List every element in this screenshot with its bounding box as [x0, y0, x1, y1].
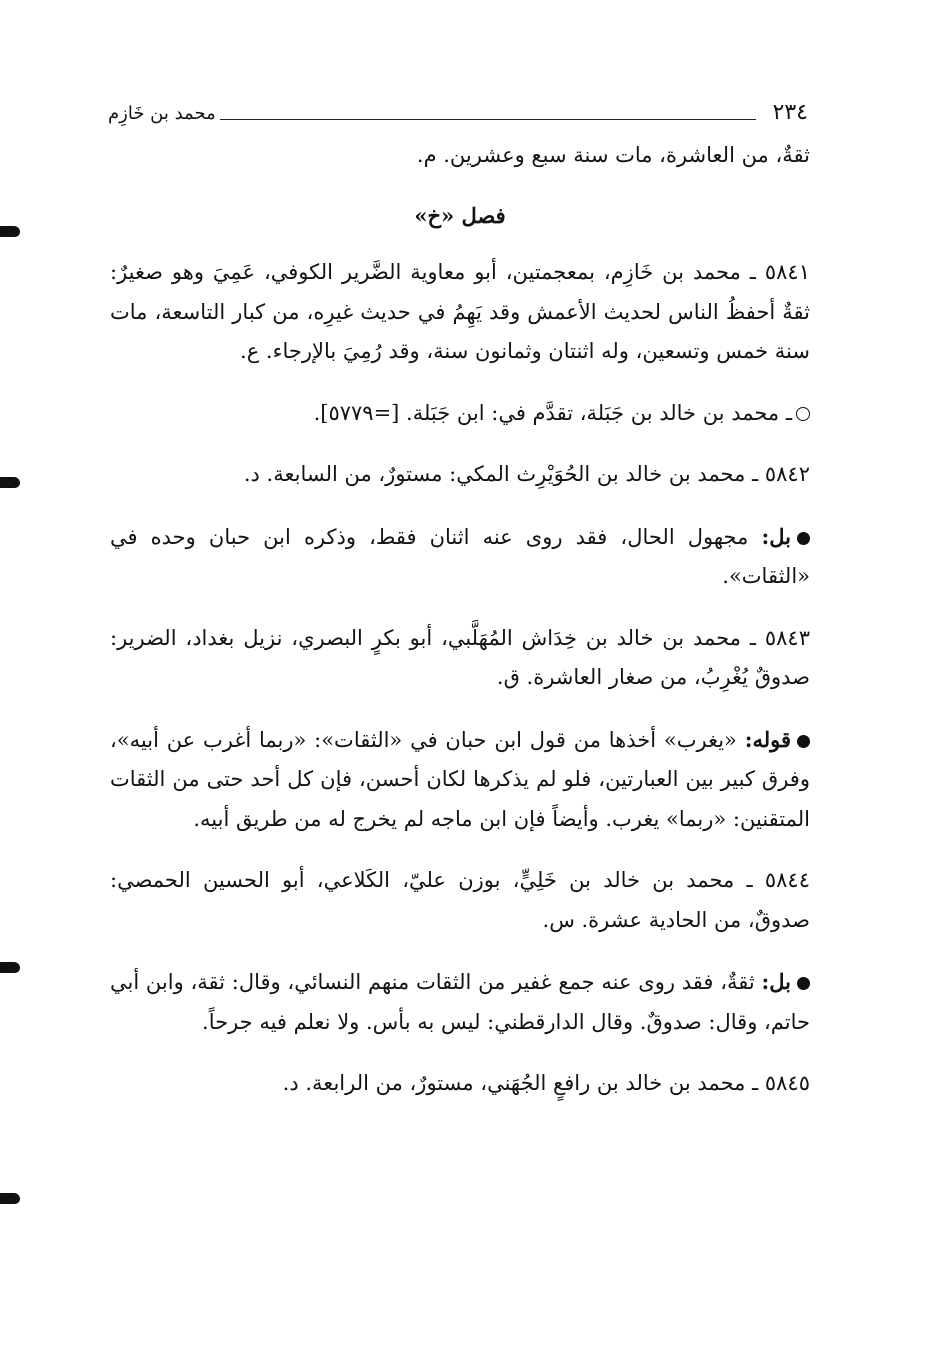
bullet-icon	[797, 532, 810, 545]
bullet-icon	[797, 735, 810, 748]
entry-cross-reference	[110, 394, 810, 434]
comment-5844	[110, 962, 810, 1042]
binding-mark	[0, 477, 20, 488]
comment-text: ثقةٌ، فقد روى عنه جمع غفير من الثقات منهم النسائي، وقال: ثقة، وابن أبي حاتم، وقال: صدوقٌ. وقال الدارقطني: ليس به بأس. ولا نعلم فيه جرحاً.	[110, 970, 810, 1034]
entry-cross-reference-text: ـ محمد بن خالد بن جَبَلة، تقدَّم في: ابن جَبَلة. [=٥٧٧٩].	[313, 400, 792, 425]
binding-mark	[0, 962, 20, 973]
entry-5841: ٥٨٤١ ـ محمد بن خَازِم، بمعجمتين، أبو معاوية الضَّرير الكوفي، عَمِيَ وهو صغيرٌ: ثقةٌ أحفظُ الناس لحديث الأعمش وقد يَهِمُ في حديث غيرِه، من كبار التاسعة، مات سنة خمس وتسعين، وله اثنتان وثمانون سنة، وقد رُمِيَ بالإرجاء. ع.	[110, 260, 810, 363]
section-heading: فصل «خ»	[414, 202, 506, 228]
comment-5843	[110, 720, 810, 840]
entry-5843: ٥٨٤٣ ـ محمد بن خالد بن خِدَاش المُهَلَّبي، أبو بكرٍ البصري، نزيل بغداد، الضرير: صدوقٌ يُغْرِبُ، من صغار العاشرة. ق.	[110, 625, 810, 689]
hollow-circle-icon	[796, 407, 810, 421]
comment-5842	[110, 517, 810, 597]
page-number: ٢٣٤	[772, 100, 808, 125]
binding-mark	[0, 1193, 20, 1204]
comment-label: بل:	[761, 523, 791, 549]
opening-line: ثقةٌ، من العاشرة، مات سنة سبع وعشرين. م.	[416, 143, 810, 167]
entry-5844: ٥٨٤٤ ـ محمد بن خالد بن خَلِيٍّ، بوزن عليّ، الكَلاعي، أبو الحسين الحمصي: صدوقٌ، من الحادية عشرة. س.	[110, 868, 810, 932]
bullet-icon	[797, 977, 810, 990]
comment-text: مجهول الحال، فقد روى عنه اثنان فقط، وذكره ابن حبان وحده في «الثقات».	[110, 524, 810, 588]
header-rule	[220, 119, 756, 120]
entry-5845: ٥٨٤٥ ـ محمد بن خالد بن رافعٍ الجُهَني، مستورٌ، من الرابعة. د.	[282, 1071, 810, 1095]
page-body	[110, 136, 810, 1126]
binding-mark	[0, 226, 20, 237]
page-header	[108, 100, 808, 130]
comment-label: قوله:	[744, 726, 791, 752]
comment-text: «يغرب» أخذها من قول ابن حبان في «الثقات»: «ربما أغرب عن أبيه»، وفرق كبير بين العبارتين، فلو لم يذكرها لكان أحسن، فإن كل أحد حتى من الثقات المتقنين: «ربما» يغرب. وأيضاً فإن ابن ماجه لم يخرج له من طريق أبيه.	[110, 727, 810, 831]
entry-5842: ٥٨٤٢ ـ محمد بن خالد بن الحُوَيْرِث المكي: مستورٌ، من السابعة. د.	[243, 462, 810, 486]
comment-label: بل:	[761, 969, 791, 994]
running-head: محمد بن خَازِم	[108, 103, 216, 124]
